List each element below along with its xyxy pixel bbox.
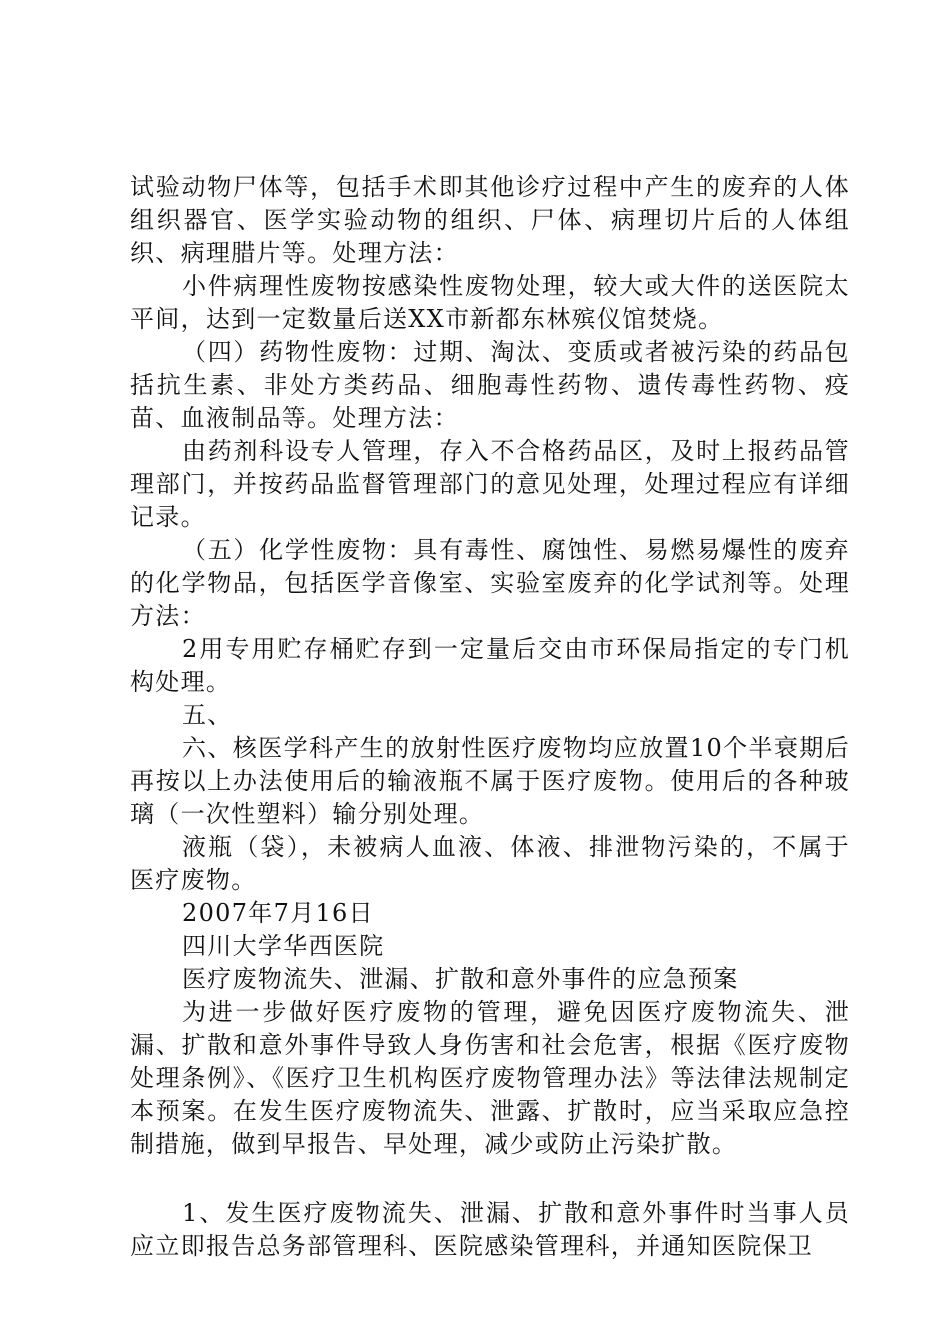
paragraph-chemical-handling: 2用专用贮存桶贮存到一定量后交由市环保局指定的专门机构处理。 (130, 635, 850, 696)
paragraph-infusion-bottles: 液瓶（袋），未被病人血液、体液、排泄物污染的，不属于医疗废物。 (130, 833, 850, 894)
paragraph-pathology-handling: 小件病理性废物按感染性废物处理，较大或大件的送医院太平间，达到一定数量后送XX市新都东林殡仪馆焚烧。 (130, 272, 850, 333)
paragraph-pathology-waste: 试验动物尸体等，包括手术即其他诊疗过程中产生的废弃的人体组织器官、医学实验动物的组织、尸体、病理切片后的人体组织、病理腊片等。处理方法： (130, 173, 850, 267)
paragraph-drug-handling: 由药剂科设专人管理，存入不合格药品区，及时上报药品管理部门，并按药品监督管理部门的意见处理，处理过程应有详细记录。 (130, 437, 850, 531)
paragraph-section-six: 六、核医学科产生的放射性医疗废物均应放置10个半衰期后再按以上办法使用后的输液瓶不属于医疗废物。使用后的各种玻璃（一次性塑料）输分别处理。 (130, 734, 850, 828)
paragraph-spacer (130, 1161, 850, 1197)
paragraph-drug-waste: （四）药物性废物：过期、淘汰、变质或者被污染的药品包括抗生素、非处方类药品、细胞毒性药物、遗传毒性药物、疫苗、血液制品等。处理方法： (130, 338, 850, 432)
emergency-plan-title: 医疗废物流失、泄漏、扩散和意外事件的应急预案 (182, 965, 739, 993)
document-body (130, 171, 850, 1263)
hospital-name: 四川大学华西医院 (182, 932, 385, 960)
paragraph-chemical-waste: （五）化学性废物：具有毒性、腐蚀性、易燃易爆性的废弃的化学物品，包括医学音像室、实验室废弃的化学试剂等。处理方法： (130, 536, 850, 630)
paragraph-plan-intro: 为进一步做好医疗废物的管理，避免因医疗废物流失、泄漏、扩散和意外事件导致人身伤害和社会危害，根据《医疗废物处理条例》、《医疗卫生机构医疗废物管理办法》等法律法规制定本预案。在发生医疗废物流失、泄露、扩散时，应当采取应急控制措施，做到早报告、早处理，减少或防止污染扩散。 (130, 998, 850, 1158)
paragraph-section-five: 五、 (182, 701, 233, 729)
paragraph-plan-step-one: 1、发生医疗废物流失、泄漏、扩散和意外事件时当事人员应立即报告总务部管理科、医院感染管理科，并通知医院保卫 (130, 1199, 850, 1260)
document-date: 2007年7月16日 (182, 899, 374, 927)
